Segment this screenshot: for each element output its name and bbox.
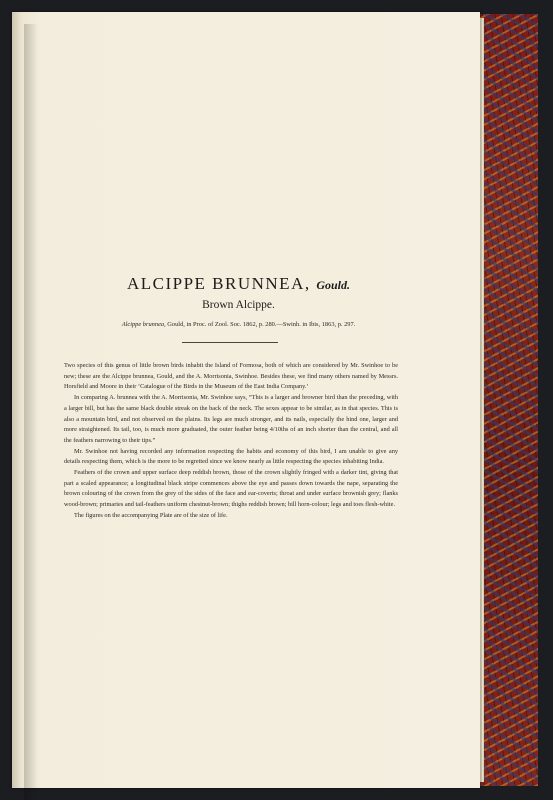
citation-text: Gould, in Proc. of Zool. Soc. 1862, p. 280.—Swinh. in Ibis, 1863, p. 297. [165,321,356,328]
citation-species: Alcippe brunnea, [121,321,166,328]
species-name: ALCIPPE BRUNNEA, [126,274,311,293]
paragraph-habits: Mr. Swinhoe not having recorded any information respecting the habits and economy of this bird, I am unable to give any details respecting them, which is the more to be regretted since we know nearly as little respecting the species inhabiting India. [64,447,398,466]
spine-shadow [24,24,38,800]
paragraph-comparison: In comparing A. brunnea with the A. Morrisonia, Mr. Swinhoe says, “This is a larger and browner bird than the preceding, with a larger bill, but has the same black double streak on the back of the neck. The sexes appear to be similar, as in that species. This is also a mountain bird, and not observed on the plains. Its legs are much stronger, and its nails, especially the hind one, larger and more straightened. Its tail, too, is much more graduated, the outer feather being 4/10ths of an inch shorter than the central, and all the feathers narrowing to their tips.” [64,394,398,444]
paragraph-plate-note: The figures on the accompanying Plate are of the size of life. [74,511,228,519]
book-page [12,12,480,788]
citation [12,321,465,328]
paragraph-description: Feathers of the crown and upper surface deep reddish brown, those of the crown slightly fringed with a darker tint, giving that part a scaled appearance; a longitudinal black stripe commences above the eye and passes down towards the nape, separating the brown colouring of the crown from the grey of the sides of the face and ear-coverts; throat and under surface brownish grey; flanks wood-brown; primaries and tail-feathers uniform chestnut-brown; thighs reddish brown; bill horn-colour; legs and toes flesh-white. [64,469,398,509]
species-title [12,274,465,294]
species-authority: Gould. [316,278,351,292]
paragraph-intro: Two species of this genus of little brown birds inhabit the Island of Formosa, both of which are considered by Mr. Swinhoe to be new; these are the Alcippe brunnea, Gould, and the A. Morrisonia, Swinhoe. Besides these, we find many others named by Messrs. Horsfield and Moore in their ‘Catalogue of the Birds in the Museum of the East India Company.’ [64,362,398,391]
marbled-book-edge [478,14,538,786]
divider-rule [182,342,278,343]
common-name: Brown Alcippe. [202,299,275,311]
body-text [64,361,398,522]
